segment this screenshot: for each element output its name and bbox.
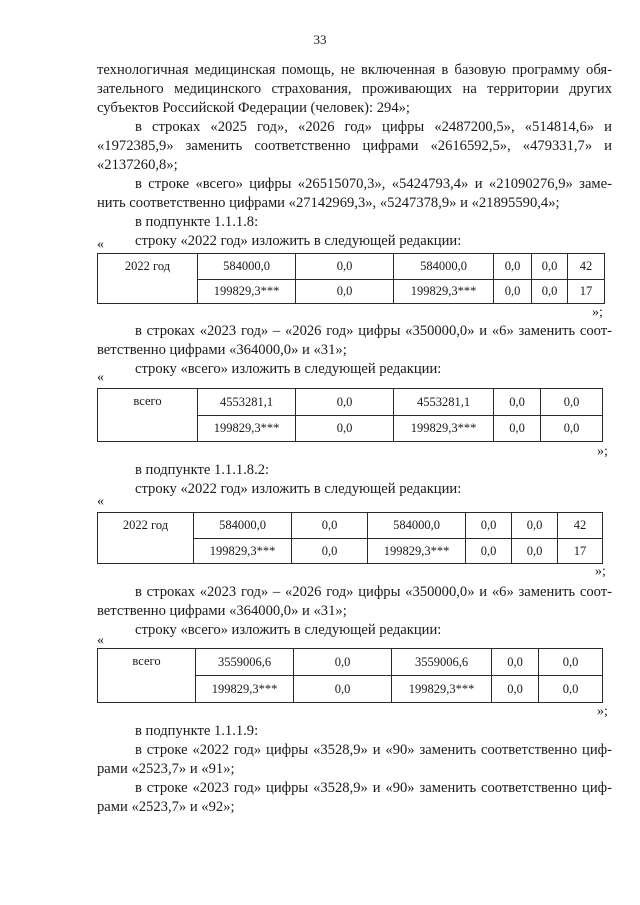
text-line: в строках «2023 год» – «2026 год» цифры «350000,0» и «6» заменить соот- [135,323,612,339]
table-cell: 584000,0 [368,513,466,539]
table-cell: 0,0 [296,389,394,416]
table-cell: 199829,3*** [392,676,492,703]
table-2022-year [97,512,603,564]
table-cell: 0,0 [532,254,568,280]
table-total [97,388,603,442]
text-line: рами «2523,7» и «91»; [97,761,235,777]
table-row [98,389,603,416]
table-cell: 0,0 [466,513,512,539]
table-cell: 0,0 [512,539,558,564]
text-line: зательного медицинского страхования, проживающих на территории других [97,81,612,97]
table-row [98,254,605,280]
table-cell: 0,0 [492,649,539,676]
text-line: «1972385,9» заменить соответственно цифрами «2616592,5», «479331,7» и [97,138,612,154]
table-cell: 199829,3*** [198,280,296,304]
text-line: в строке «2022 год» цифры «3528,9» и «90» заменить соответственно циф- [135,742,612,758]
table-cell: 4553281,1 [198,389,296,416]
text-line: в строках «2025 год», «2026 год» цифры «2487200,5», «514814,6» и [135,119,612,135]
table-cell: 0,0 [541,416,603,442]
table-row [98,649,603,676]
table-cell: 0,0 [296,254,394,280]
table-cell: 0,0 [492,676,539,703]
table-cell: 0,0 [512,513,558,539]
text-line: технологичная медицинская помощь, не включенная в базовую программу обя- [97,62,612,78]
table-cell: 199829,3*** [198,416,296,442]
open-quote: « [97,237,104,252]
table-cell: 584000,0 [198,254,296,280]
table-cell: 3559006,6 [392,649,492,676]
table-cell: 0,0 [292,539,368,564]
table-cell: 0,0 [494,416,541,442]
table-cell: 17 [568,280,605,304]
close-quote: »; [597,444,608,459]
text-line: субъектов Российской Федерации (человек): 294»; [97,100,410,116]
table-cell: 0,0 [466,539,512,564]
text-line: строку «всего» изложить в следующей редакции: [135,361,442,377]
table-cell: 4553281,1 [394,389,494,416]
table-cell: 199829,3*** [196,676,294,703]
text-line: в подпункте 1.1.1.9: [135,723,259,739]
table-cell: 199829,3*** [394,416,494,442]
text-line: в строке «2023 год» цифры «3528,9» и «90» заменить соответственно циф- [135,780,612,796]
row-label: 2022 год [98,254,198,304]
text-line: в строках «2023 год» – «2026 год» цифры «350000,0» и «6» заменить соот- [135,584,612,600]
table-total [97,648,603,703]
table-cell: 0,0 [494,280,532,304]
close-quote: »; [595,564,606,579]
table-cell: 0,0 [539,649,603,676]
open-quote: « [97,370,104,385]
text-line: рами «2523,7» и «92»; [97,799,235,815]
table-cell: 0,0 [532,280,568,304]
table-cell: 0,0 [292,513,368,539]
open-quote: « [97,633,104,648]
table-cell: 0,0 [296,280,394,304]
text-line: «2137260,8»; [97,157,178,173]
table-cell: 42 [558,513,603,539]
close-quote: »; [592,305,603,320]
open-quote: « [97,494,104,509]
text-line: ветственно цифрами «364000,0» и «31»; [97,603,347,619]
table-cell: 0,0 [539,676,603,703]
text-line: в подпункте 1.1.1.8: [135,214,259,230]
table-2022-year [97,253,605,304]
text-line: в подпункте 1.1.1.8.2: [135,462,270,478]
row-label: 2022 год [98,513,194,564]
table-cell: 199829,3*** [394,280,494,304]
text-line: строку «всего» изложить в следующей редакции: [135,622,442,638]
table-cell: 199829,3*** [194,539,292,564]
table-row [98,513,603,539]
table-cell: 0,0 [296,416,394,442]
text-line: строку «2022 год» изложить в следующей редакции: [135,481,462,497]
table-cell: 199829,3*** [368,539,466,564]
table-cell: 584000,0 [194,513,292,539]
table-cell: 0,0 [294,676,392,703]
table-cell: 17 [558,539,603,564]
table-cell: 584000,0 [394,254,494,280]
row-label: всего [98,649,196,703]
text-line: в строке «всего» цифры «26515070,3», «5424793,4» и «21090276,9» заме- [135,176,612,192]
table-cell: 0,0 [541,389,603,416]
table-cell: 0,0 [494,254,532,280]
close-quote: »; [597,704,608,719]
row-label: всего [98,389,198,442]
table-cell: 0,0 [294,649,392,676]
text-line: ветственно цифрами «364000,0» и «31»; [97,342,347,358]
text-line: строку «2022 год» изложить в следующей редакции: [135,233,462,249]
table-cell: 3559006,6 [196,649,294,676]
page-number: 33 [313,32,327,47]
table-cell: 0,0 [494,389,541,416]
text-line: нить соответственно цифрами «27142969,3», «5247378,9» и «21895590,4»; [97,195,560,211]
table-cell: 42 [568,254,605,280]
